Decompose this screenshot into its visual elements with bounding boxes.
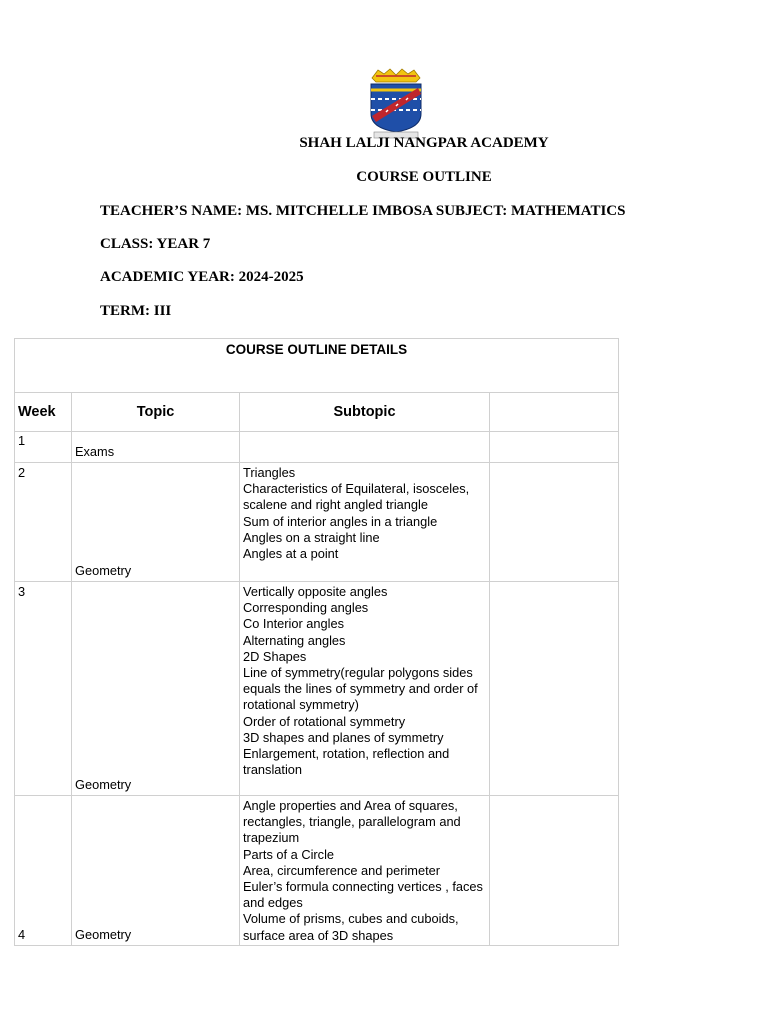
topic-cell: Geometry — [72, 796, 240, 946]
subtopic-line: Euler’s formula connecting vertices , faces — [243, 879, 483, 895]
subtopic-line: and edges — [243, 895, 303, 911]
subtopic-line: Co Interior angles — [243, 616, 345, 632]
class-line: CLASS: YEAR 7 — [100, 236, 211, 252]
subtopic-line: Angles at a point — [243, 546, 339, 562]
notes-cell — [490, 796, 619, 946]
term-line: TERM: III — [100, 303, 172, 319]
subtopic-line: trapezium — [243, 830, 300, 846]
topic-cell: Geometry — [72, 582, 240, 796]
subtopic-line: Angle properties and Area of squares, — [243, 798, 458, 813]
notes-cell — [490, 582, 619, 796]
subtopic-cell — [240, 432, 490, 463]
table-title: COURSE OUTLINE DETAILS — [15, 339, 619, 393]
subtopic-line: Sum of interior angles in a triangle — [243, 513, 438, 529]
column-header-topic: Topic — [72, 393, 240, 432]
subtopic-cell — [240, 796, 490, 946]
document-title: COURSE OUTLINE — [356, 169, 492, 185]
subtopic-line: Characteristics of Equilateral, isosceles, — [243, 481, 470, 497]
subtopic-line: equals the lines of symmetry and order of — [243, 681, 478, 697]
subtopic-cell — [240, 582, 490, 796]
subtopic-line: Alternating angles — [243, 632, 346, 648]
subtopic-line: Enlargement, rotation, reflection and — [243, 746, 450, 762]
notes-cell — [490, 463, 619, 582]
table-row — [15, 796, 619, 946]
week-cell: 4 — [15, 796, 72, 946]
subtopic-cell — [240, 463, 490, 582]
subtopic-line: Angles on a straight line — [243, 529, 380, 545]
column-header-week: Week — [15, 393, 72, 432]
topic-cell: Geometry — [72, 463, 240, 582]
subtopic-line: Parts of a Circle — [243, 846, 335, 862]
table-row — [15, 582, 619, 796]
teacher-line: TEACHER’S NAME: MS. MITCHELLE IMBOSA SUBJECT: MATHEMATICS — [100, 203, 626, 219]
school-crest-icon — [366, 66, 426, 140]
subtopic-line: Order of rotational symmetry — [243, 713, 406, 729]
subtopic-line: Vertically opposite angles — [243, 584, 388, 599]
subtopic-line: rotational symmetry) — [243, 697, 359, 713]
school-name: SHAH LALJI NANGPAR ACADEMY — [299, 135, 549, 151]
subtopic-line: Triangles — [243, 465, 296, 480]
subtopic-line: Corresponding angles — [243, 600, 369, 616]
subtopic-line: Line of symmetry(regular polygons sides — [243, 665, 473, 681]
subtopic-line: Area, circumference and perimeter — [243, 862, 441, 878]
subtopic-line: rectangles, triangle, parallelogram and — [243, 814, 461, 830]
column-header-empty — [490, 393, 619, 432]
subtopic-line: surface area of 3D shapes — [243, 927, 394, 943]
table-row — [15, 432, 619, 463]
subtopic-line: Volume of prisms, cubes and cuboids, — [243, 911, 459, 927]
subtopic-line: 2D Shapes — [243, 648, 307, 664]
subtopic-line: 3D shapes and planes of symmetry — [243, 729, 444, 745]
week-cell: 3 — [15, 582, 72, 796]
topic-cell: Exams — [72, 432, 240, 463]
table-row — [15, 463, 619, 582]
course-outline-table — [14, 338, 619, 946]
week-cell: 2 — [15, 463, 72, 582]
subtopic-line: scalene and right angled triangle — [243, 497, 428, 513]
week-cell: 1 — [15, 432, 72, 463]
academic-year-line: ACADEMIC YEAR: 2024-2025 — [100, 269, 304, 285]
subtopic-line: translation — [243, 762, 303, 778]
column-header-subtopic: Subtopic — [240, 393, 490, 432]
notes-cell — [490, 432, 619, 463]
